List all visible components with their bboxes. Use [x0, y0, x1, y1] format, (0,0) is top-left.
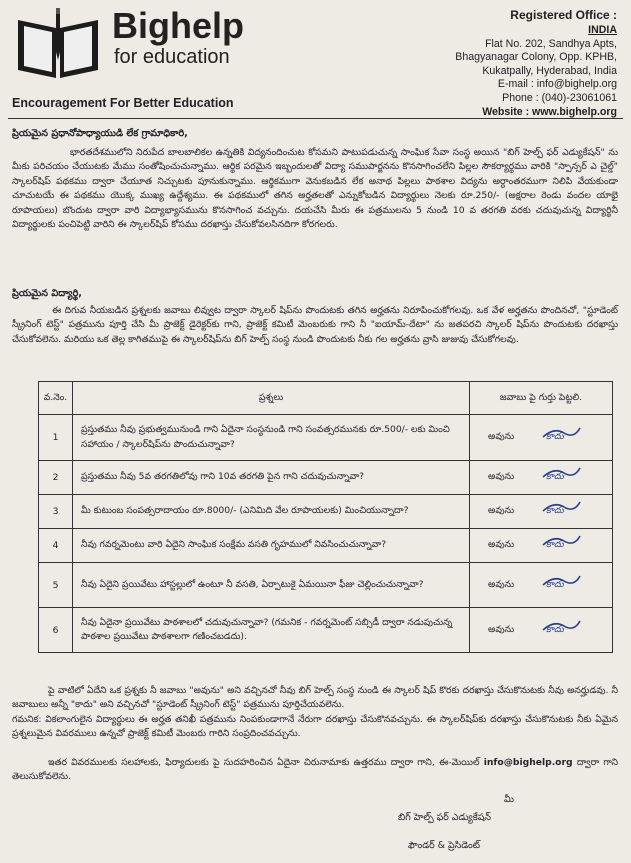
note-paragraph: గమనిక: వికలాంగులైన విద్యార్థులు ఈ అర్హత తనిఖీ పత్రమును నింపకుండాగానే నేరుగా దరఖాస్తు చేసుకొనవచ్చును. ఈ స్కాలర్‌షిప్‌కు దరఖాస్తు చేసుకొనుటకు నీకు ఏమైన ప్రశ్నలుమైన వివరములు ఉన్నచో ప్రాజెక్ట్ కమిటీ మెంబరు గారిని సంప్రదించవచ్చును. [12, 714, 618, 740]
salutation-headmaster: ప్రియమైన ప్రధానోపాధ్యాయుడి లేక గ్రామాధికారి, [12, 128, 188, 139]
serial-no: 1 [39, 415, 73, 461]
answer-cell[interactable] [470, 529, 613, 563]
office-address-line: Kukatpally, Hyderabad, India [482, 64, 617, 77]
answer-no-label: కాదు [546, 539, 564, 550]
answer-no-label: కాదు [546, 431, 564, 442]
answer-yes-option[interactable]: అవును [488, 578, 515, 590]
intro-paragraph: భారతదేశములోని నిరుపేద బాలబాలికల ఉన్నతికి విద్యనందించుట కోసమని పాటుపడుచున్న సాంఘిక సేవా సంస్థ అయిన "బిగ్ హెల్ప్ ఫర్ ఎడ్యుకేషన్" ను మీకు పరిచయం చేయుటకు మేము సంతోషించుచున్నాము. ఆర్థిక పరమైన ఇబ్బందులతో విద్యా సముపార్జనను కొనసాగించలేని పిల్లల సౌకర్యార్థము వారికి "స్పాన్సర్ ఎ చైల్డ్" స్కాలర్‌షిప్ పథకము ద్వారా చేయూత నిచ్చుటకు పూనుకున్నాము. ఆర్థికముగా వెనుకబడిన లేక అనాథ పిల్లలు పాఠశాల విద్యను అర్ధాంతరముగా నిలిపి వేయకుండా చూచుటయే ఈ పథకము యొక్క ముఖ్య ఉద్దేశ్యము. ఈ పథకములో తగిన అర్హతలతో ఎన్నుకోబడిన విద్యార్థులు నెలకు రూ.250/- (అక్షరాల రెండు వందల యాభై రూపాయలు) బొందుట ద్వారా వారి విద్యాభ్యాసమును కొనసాగించ వచ్చును. దయచేసి మీరు ఈ పత్రములను 5 నుండి 10 వ తరగతి వరకు చదువుచున్న విద్యార్థినీ విద్యార్థులకు పంచిపెట్టి వారిని ఈ స్కాలర్‌షిప్ కోసము దరఖాస్తు చేసుకోవలసినదిగా కోరగలరు. [12, 147, 618, 231]
disqualification-paragraph: పై వాటిలో ఏదేని ఒక ప్రశ్నకు నీ జవాబు "అవును" అని వచ్చినచో నీవు బిగ్ హెల్ప్ సంస్థ నుండి ఈ స్కాలర్ షిప్ కొరకు దరఖాస్తు చేసుకొనుటకు నీవు అనర్హుడవు. నీ జవాబులు అన్నీ "కాదు" అని వచ్చినచో "స్టూడెంట్ స్క్రీనింగ్ టెస్ట్" పత్రమును పూర్తిచేయవలెను. [12, 685, 618, 711]
serial-no: 6 [39, 608, 73, 653]
answer-no-label: కాదు [546, 623, 564, 635]
question-text: మీ కుటుంబ సంపత్సరాదాయం రూ.8000/- (ఎనిమిది వేల రూపాయలకు) మించియున్నాదా? [73, 495, 470, 529]
question-text: నీవు ఏదైని ప్రయివేటు హాస్టల్లులో ఉంటూ నీ వసతి, ఏర్పాటుకై ఏమయినా ఫీజు చెల్లించుచున్నావా? [73, 563, 470, 608]
contact-text-end: ద్వారా గాని తెలుసుకోవలెను. [12, 757, 619, 783]
question-text: ప్రస్తుతము నీవు ప్రభుత్వమునుండి గాని ఏదైనా సంస్థనుండి గాని సంవత్సరమునకు రూ.500/- లకు మించి సహాయం / స్కాలర్‌షిప్‌ను పొందుచున్నావా? [73, 415, 470, 461]
header-divider [8, 118, 623, 119]
handwritten-tick-icon [540, 618, 582, 640]
answer-no-option-marked[interactable] [546, 505, 564, 518]
serial-no: 2 [39, 461, 73, 495]
serial-no: 5 [39, 563, 73, 608]
table-header-row [39, 382, 613, 415]
answer-yes-option[interactable]: అవును [488, 539, 515, 550]
brand-name: Bighelp [112, 5, 244, 46]
answer-no-option-marked[interactable] [546, 624, 564, 637]
question-text: నీవు ఏదైనా ప్రయివేటు పాఠశాలలో చదువుచున్నావా? (గమనిక - గవర్నమెంట్ సబ్సిడీ ద్వారా నడుపుచున్న పాఠశాల ప్రయివేటు పాఠశాలగా గణించబడదు). [73, 608, 470, 653]
office-address-line: Bhagyanagar Colony, Opp. KPHB, [455, 51, 617, 64]
salutation-student: ప్రియమైన విద్యార్థి, [12, 288, 82, 299]
answer-yes-option[interactable]: అవును [488, 505, 515, 516]
contact-paragraph [12, 756, 618, 785]
organisation-signature: బిగ్ హెల్ప్ ఫర్ ఎడ్యుకేషన్ [398, 812, 492, 823]
office-phone: Phone : (040)-23061061 [502, 91, 617, 104]
book-pen-logo-icon [14, 6, 102, 82]
answer-cell[interactable] [470, 415, 613, 461]
table-row [39, 529, 613, 563]
handwritten-tick-icon [540, 465, 582, 487]
answer-yes-option[interactable]: అవును [488, 431, 515, 442]
office-label: Registered Office : [510, 8, 617, 22]
question-text: నీవు గవర్నమెంటు వారి ఏదైని సాంఘిక సంక్షేమ వసతి గృహములో నివసించుచున్నావా? [73, 529, 470, 563]
tagline: Encouragement For Better Education [12, 96, 234, 110]
brand-subtitle: for education [114, 46, 230, 68]
answer-yes-option[interactable]: అవును [488, 471, 515, 482]
table-row [39, 608, 613, 653]
table-row [39, 461, 613, 495]
sign-off: మీ [504, 794, 514, 805]
answer-no-option-marked[interactable] [546, 579, 564, 592]
table-row [39, 563, 613, 608]
answer-cell[interactable] [470, 461, 613, 495]
registered-office [367, 6, 617, 119]
answer-no-option-marked[interactable] [546, 471, 564, 484]
answer-no-option-marked[interactable] [546, 431, 564, 444]
handwritten-tick-icon [540, 533, 582, 555]
table-row [39, 495, 613, 529]
office-website: Website : www.bighelp.org [482, 105, 617, 118]
table-row [39, 415, 613, 461]
serial-no: 3 [39, 495, 73, 529]
answer-no-label: కాదు [546, 505, 564, 516]
contact-text: ఇతర వివరములకు సలహాలకు, ఫిర్యాదులకు పై సుదహరించిన ఏదైనా చిరునామాకు ఉత్తరము ద్వారా గాని, ఈ-మెయిల్ [48, 757, 480, 768]
eligibility-table [38, 381, 613, 653]
answer-cell[interactable] [470, 495, 613, 529]
question-text: ప్రస్తుతము నీవు 5వ తరగతిలోవు గాని 10వ తరగతి పైన గాని చదువుచున్నావా? [73, 461, 470, 495]
answer-no-option-marked[interactable] [546, 539, 564, 552]
office-email: E-mail : info@bighelp.org [497, 78, 617, 91]
handwritten-tick-icon [540, 425, 582, 447]
header-question: ప్రశ్నలు [73, 382, 470, 415]
header-answer: జవాబు పై గుర్తు పెట్టలి. [470, 382, 613, 415]
answer-cell[interactable] [470, 563, 613, 608]
instructions-paragraph: ఈ దిగువ నీయబడిన ప్రశ్నలకు జవాబు లివ్వుట ద్వారా స్కాలర్ షిప్‌ను పొందుటకు తగిన అర్హతను నిరూపించుకోగలవు. ఒక వేళ అర్హతను పొందినచో, "స్టూడెంట్ స్క్రీనింగ్ టెస్ట్" పత్రమును పూర్తి చేసి మీ ప్రాజెక్ట్ డైరెక్టర్‌కు గాని, ప్రాజెక్ట్ కమిటీ మెంబరుకు గాని నీ "ఐయామ్-దేటా" ను జతపరచి స్కాలర్ షిప్‌ను పొందుటకు దరఖాస్తు చేసుకోవలెను. మరియు ఒక తెల్ల కాగితముపై ఈ స్కాలర్‌షిప్‌ను బిగ్ హెల్ప్ సంస్థ నుండి పొందుటకు నీకు గల అర్హతను వ్రాసి జుజువు చేసుకోగలవు. [12, 305, 618, 345]
office-country: INDIA [588, 24, 617, 36]
answer-yes-option[interactable]: అవును [488, 623, 515, 635]
office-address-line: Flat No. 202, Sandhya Apts, [485, 37, 617, 50]
serial-no: 4 [39, 529, 73, 563]
answer-no-label: కాదు [546, 471, 564, 482]
contact-email-link[interactable]: info@bighelp.org [483, 757, 573, 768]
handwritten-tick-icon [540, 573, 582, 595]
signatory-title: ఫౌండర్ & ప్రెసిడెంట్ [408, 840, 480, 851]
answer-cell[interactable] [470, 608, 613, 653]
header-serial-no: వ.నెం. [39, 382, 73, 415]
answer-no-label: కాదు [546, 578, 564, 590]
handwritten-tick-icon [540, 499, 582, 521]
brand-block [112, 6, 244, 68]
